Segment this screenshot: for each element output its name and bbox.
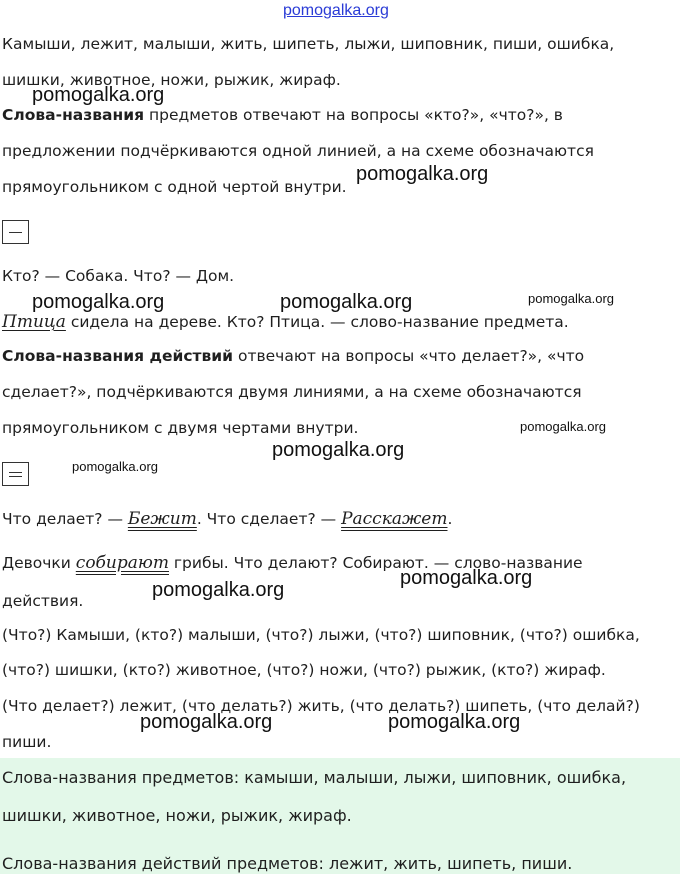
watermark-text: pomogalka.org (272, 439, 405, 461)
rule-objects-line-3: прямоугольником с одной чертой внутри. (2, 178, 347, 196)
watermark-text: pomogalka.org (32, 291, 165, 313)
example-girls-text: грибы. Что делают? Собирают. — слово-название (168, 554, 583, 572)
words-line-2: шишки, животное, ножи, рыжик, жираф. (2, 71, 341, 89)
example-bird (2, 312, 569, 332)
example-girls-start: Девочки (2, 554, 76, 572)
underlined-action-word-3: собирают (75, 553, 169, 573)
example-actions (2, 509, 452, 529)
rule-actions-line-1 (2, 346, 584, 366)
watermark-text: pomogalka.org (356, 163, 489, 185)
rule-actions-line-3: прямоугольником с двумя чертами внутри. (2, 419, 359, 437)
watermark-text: pomogalka.org (32, 84, 165, 106)
top-watermark-link[interactable]: pomogalka.org (283, 2, 389, 19)
rule-objects-line-2: предложении подчёркиваются одной линией, а на схеме обозначаются (2, 142, 594, 160)
example-bird-text: сидела на дереве. Кто? Птица. — слово-название предмета. (65, 313, 569, 331)
answer-actions-line: Слова-названия действий предметов: лежит, жить, шипеть, пиши. (2, 854, 573, 873)
questions-line-1: (Что?) Камыши, (кто?) малыши, (что?) лыжи, (что?) шиповник, (что?) ошибка, (2, 626, 640, 644)
watermark-text: pomogalka.org (72, 459, 158, 474)
answer-objects-line-1: Слова-названия предметов: камыши, малыши, лыжи, шиповник, ошибка, (2, 768, 627, 787)
underlined-action-word-1: Бежит (127, 509, 197, 529)
questions-line-2: (что?) шишки, (кто?) животное, (что?) ножи, (что?) рыжик, (кто?) жираф. (2, 661, 606, 679)
rule-actions-text: отвечают на вопросы «что делает?», «что (233, 347, 585, 365)
watermark-text: pomogalka.org (400, 567, 533, 589)
underlined-action-word-2: Расскажет (341, 509, 448, 529)
questions-line-4: пиши. (2, 733, 52, 751)
schema-two-lines-icon (2, 462, 29, 486)
rule-actions-term: Слова-названия действий (2, 347, 234, 365)
watermark-text: pomogalka.org (152, 579, 285, 601)
example-actions-q1: Что делает? — (2, 510, 128, 528)
watermark-text: pomogalka.org (520, 419, 606, 434)
rule-objects-line-1 (2, 105, 563, 125)
watermark-text: pomogalka.org (280, 291, 413, 313)
example-girls-line-2: действия. (2, 592, 84, 610)
answer-objects-line-2: шишки, животное, ножи, рыжик, жираф. (2, 806, 352, 825)
watermark-text: pomogalka.org (388, 711, 521, 733)
rule-actions-line-2: сделает?», подчёркиваются двумя линиями, а на схеме обозначаются (2, 383, 582, 401)
rule-objects-text: предметов отвечают на вопросы «кто?», «что?», в (144, 106, 563, 124)
schema-one-line-icon (2, 220, 29, 244)
words-line-1: Камыши, лежит, малыши, жить, шипеть, лыжи, шиповник, пиши, ошибка, (2, 35, 615, 53)
watermark-text: pomogalka.org (140, 711, 273, 733)
answer-box (0, 758, 680, 874)
example-who-what: Кто? — Собака. Что? — Дом. (2, 267, 235, 285)
example-actions-end: . (447, 510, 453, 528)
underlined-object-word: Птица (2, 312, 66, 332)
example-actions-q2: . Что сделает? — (196, 510, 342, 528)
rule-objects-term: Слова-названия (2, 106, 145, 124)
watermark-text: pomogalka.org (528, 291, 614, 306)
questions-line-3: (Что делает?) лежит, (что делать?) жить, (что делать?) шипеть, (что делай?) (2, 697, 640, 715)
